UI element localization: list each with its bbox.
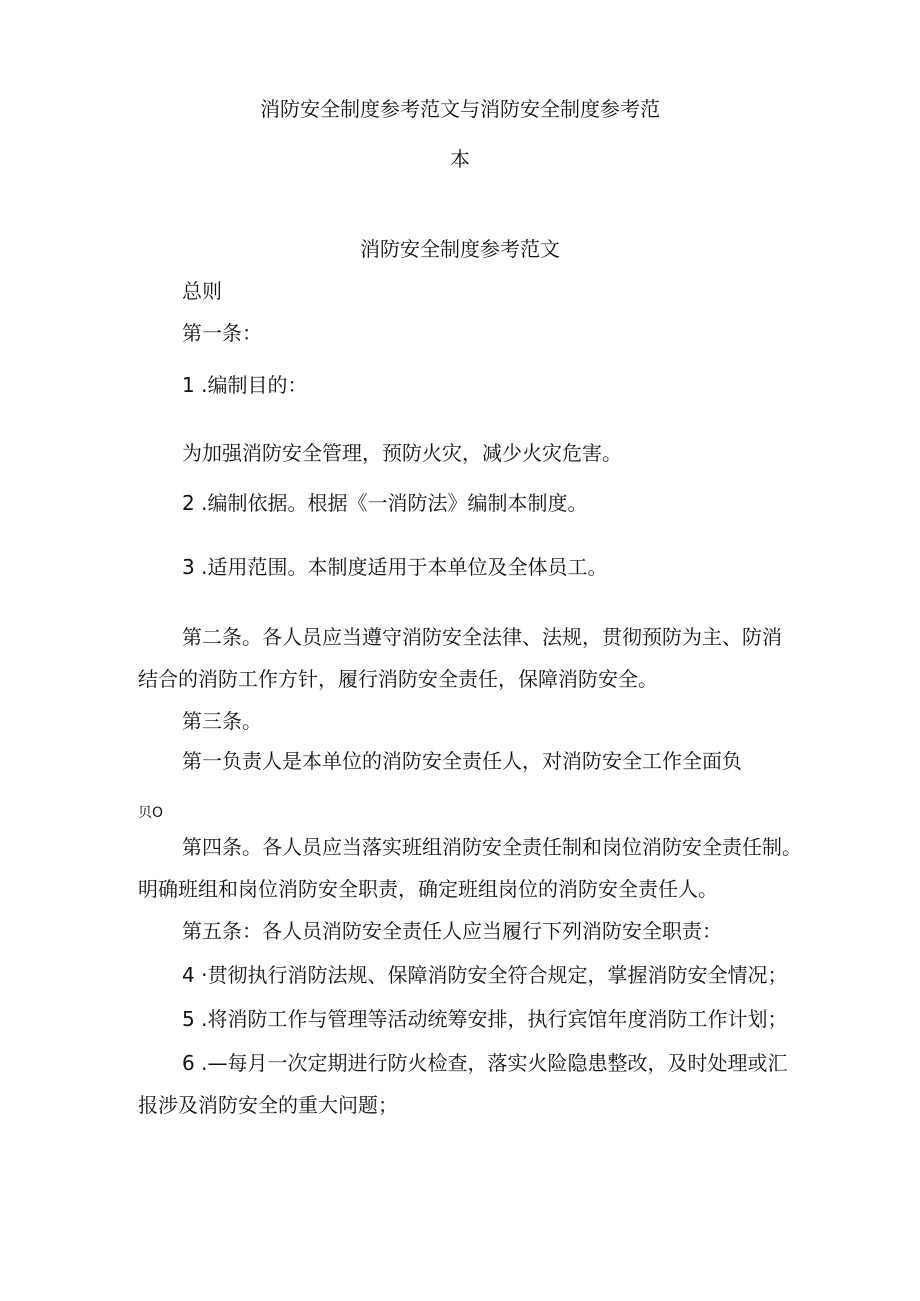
- article-1-item-1-text: 为加强消防安全管理，预防火灾，减少火灾危害。: [182, 441, 622, 465]
- article-4-line-1: 第四条。各人员应当落实班组消防安全责任制和岗位消防安全责任制。: [182, 835, 802, 859]
- article-1-label: 第一条：: [182, 321, 262, 345]
- article-4-line-2: 明确班组和岗位消防安全职责，确定班组岗位的消防安全责任人。: [138, 877, 718, 901]
- article-5-item-6-line-2: 报涉及消防安全的重大问题；: [138, 1093, 398, 1117]
- article-5-item-4: 4 ·贯彻执行消防法规、保障消防安全符合规定，掌握消防安全情况；: [182, 963, 788, 987]
- article-5-label: 第五条：各人员消防安全责任人应当履行下列消防安全职责：: [182, 919, 722, 943]
- heading-general: 总则: [182, 279, 222, 303]
- article-2-line-2: 结合的消防工作方针，履行消防安全责任，保障消防安全。: [138, 667, 658, 691]
- article-1-item-2: 2 .编制依据。根据《一消防法》编制本制度。: [182, 491, 588, 515]
- article-5-item-6-line-1: 6 .—每月一次定期进行防火检查，落实火险隐患整改，及时处理或汇: [182, 1051, 788, 1075]
- document-title-line-1: 消防安全制度参考范文与消防安全制度参考范: [260, 97, 660, 121]
- section-title: 消防安全制度参考范文: [360, 237, 560, 261]
- article-3-label: 第三条。: [182, 709, 262, 733]
- article-3-line-1: 第一负责人是本单位的消防安全责任人，对消防安全工作全面负: [182, 749, 742, 773]
- article-1-item-1: 1 .编制目的：: [182, 373, 308, 397]
- article-1-item-3: 3 .适用范围。本制度适用于本单位及全体员工。: [182, 555, 608, 579]
- document-title-line-2: 本: [450, 147, 470, 171]
- article-5-item-5: 5 .将消防工作与管理等活动统筹安排，执行宾馆年度消防工作计划；: [182, 1007, 788, 1031]
- article-2-line-1: 第二条。各人员应当遵守消防安全法律、法规，贯彻预防为主、防消: [182, 625, 782, 649]
- article-3-line-2: 贝O: [138, 805, 164, 821]
